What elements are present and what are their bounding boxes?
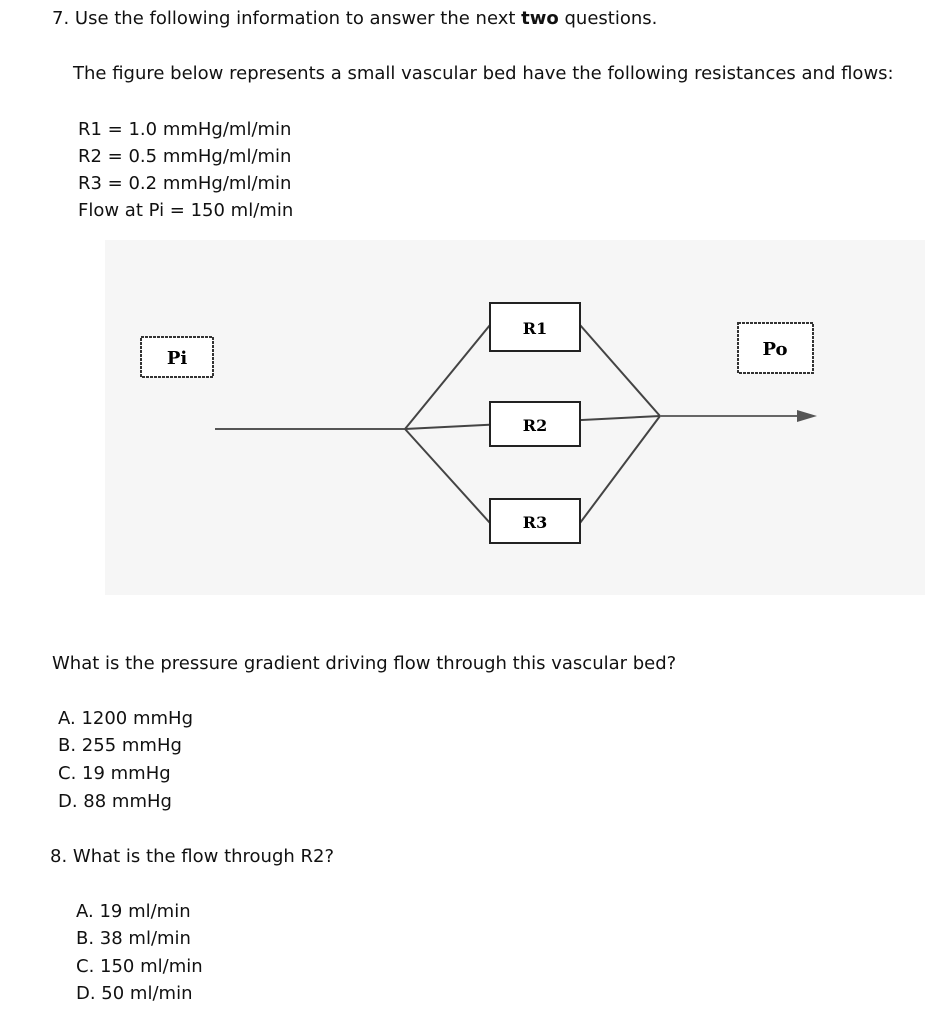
q7-heading-bold: two (521, 8, 559, 29)
r1-box (490, 303, 580, 351)
q8-option-a[interactable]: A. 19 ml/min (76, 901, 191, 922)
pi-label: Pi (166, 348, 188, 369)
q8-option-c[interactable]: C. 150 ml/min (76, 956, 203, 977)
r2-box (490, 402, 580, 446)
pi-box (141, 337, 213, 377)
r1-label: R1 (522, 319, 548, 338)
q8-question: 8. What is the flow through R2? (50, 846, 335, 867)
r3-box (490, 499, 580, 543)
q7-heading (52, 8, 657, 30)
given-flow: Flow at Pi = 150 ml/min (78, 200, 294, 221)
r2-label: R2 (522, 416, 548, 435)
po-box (738, 323, 813, 373)
given-r3: R3 = 0.2 mmHg/ml/min (78, 173, 292, 194)
given-r1: R1 = 1.0 mmHg/ml/min (78, 119, 292, 140)
q7-intro: The figure below represents a small vascular bed have the following resistances and flows: (73, 63, 894, 84)
vascular-bed-figure (105, 240, 925, 595)
given-r2: R2 = 0.5 mmHg/ml/min (78, 146, 292, 167)
r3-label: R3 (522, 513, 548, 532)
q8-option-d[interactable]: D. 50 ml/min (76, 983, 193, 1004)
q7-option-c[interactable]: C. 19 mmHg (58, 763, 171, 784)
q7-option-d[interactable]: D. 88 mmHg (58, 791, 172, 812)
q7-question: What is the pressure gradient driving flow through this vascular bed? (52, 653, 677, 674)
q8-option-b[interactable]: B. 38 ml/min (76, 928, 191, 949)
q7-option-b[interactable]: B. 255 mmHg (58, 735, 182, 756)
q7-heading-prefix: 7. Use the following information to answer the next (52, 8, 522, 29)
po-label: Po (762, 339, 788, 360)
q7-option-a[interactable]: A. 1200 mmHg (58, 708, 193, 729)
q7-heading-suffix: questions. (558, 8, 658, 29)
